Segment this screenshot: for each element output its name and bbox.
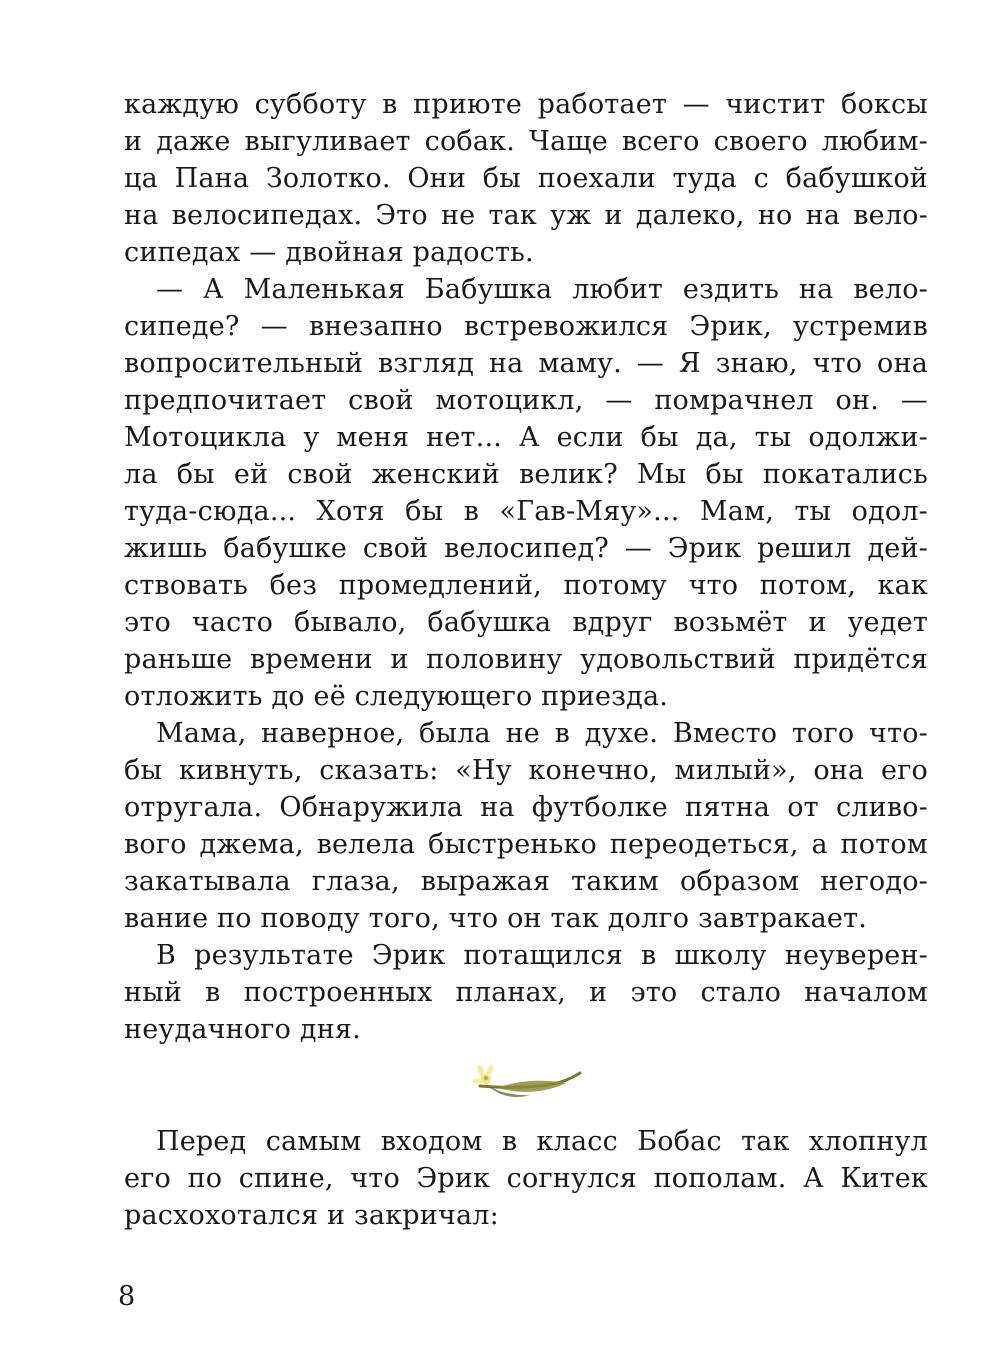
text-line: жишь бабушке свой велосипед? — Эрик решил дей- <box>124 533 928 564</box>
text-line: отругала. Обнаружила на футболке пятна от сливо- <box>124 792 928 823</box>
text-line: ный в построенных планах, и это стало началом <box>124 977 928 1008</box>
text-line: бы кивнуть, сказать: «Ну конечно, милый», она его <box>124 755 928 786</box>
text-line: на велосипедах. Это не так уж и далеко, но на вело- <box>124 200 928 231</box>
text-line: вого джема, велела быстренько переодеться, а потом <box>124 829 928 860</box>
text-line: ствовать без промедлений, потому что потом, как <box>124 570 928 601</box>
text-line: сипеде? — внезапно встревожился Эрик, устремив <box>124 311 928 342</box>
ornament-petal <box>473 1079 483 1084</box>
text-line: Перед самым входом в класс Бобас так хлопнул <box>156 1126 928 1157</box>
paragraph-3 <box>124 715 928 937</box>
text-line: каждую субботу в приюте работает — чистит боксы <box>124 89 928 120</box>
text-line: В результате Эрик потащился в школу неуверен- <box>156 940 928 971</box>
paragraph-4 <box>124 937 928 1048</box>
text-line: расхохотался и закричал: <box>124 1200 499 1231</box>
text-line: отложить до её следующего приезда. <box>124 681 669 712</box>
text-line: закатывала глаза, выражая таким образом негодо- <box>124 866 928 897</box>
text-line: раньше времени и половину удовольствий придётся <box>124 644 928 675</box>
text-line: и даже выгуливает собак. Чаще всего своего любим- <box>124 126 928 157</box>
ornament-leaf <box>498 1081 566 1092</box>
text-line: сипедах — двойная радость. <box>124 237 534 268</box>
text-line: туда-сюда... Хотя бы в «Гав-Мяу»... Мам, ты одол- <box>124 496 928 527</box>
paragraph-2 <box>124 271 928 715</box>
paragraph-5 <box>124 1123 928 1234</box>
text-line: Мама, наверное, была не в духе. Вместо того что- <box>156 718 928 749</box>
text-line: ца Пана Золотко. Они бы поехали туда с бабушкой <box>124 163 928 194</box>
flower-sprig-icon <box>468 1058 584 1108</box>
text-line: его по спине, что Эрик согнулся пополам. А Китек <box>124 1163 928 1194</box>
page-number: 8 <box>118 1281 136 1312</box>
text-line: ла бы ей свой женский велик? Мы бы покатались <box>124 459 928 490</box>
text-line: это часто бывало, бабушка вдруг возьмёт и уедет <box>124 607 928 638</box>
text-line: неудачного дня. <box>124 1014 361 1045</box>
ornament-center <box>484 1076 488 1080</box>
text-line: вопросительный взгляд на маму. — Я знаю, что она <box>124 348 928 379</box>
text-line: Мотоцикла у меня нет... А если бы да, ты одолжи- <box>124 422 928 453</box>
text-line: вание по поводу того, что он так долго завтракает. <box>124 903 868 934</box>
text-line: — А Маленькая Бабушка любит ездить на вело- <box>156 274 928 305</box>
paragraph-1 <box>124 86 928 271</box>
text-line: предпочитает свой мотоцикл, — помрачнел он. — <box>124 385 928 416</box>
